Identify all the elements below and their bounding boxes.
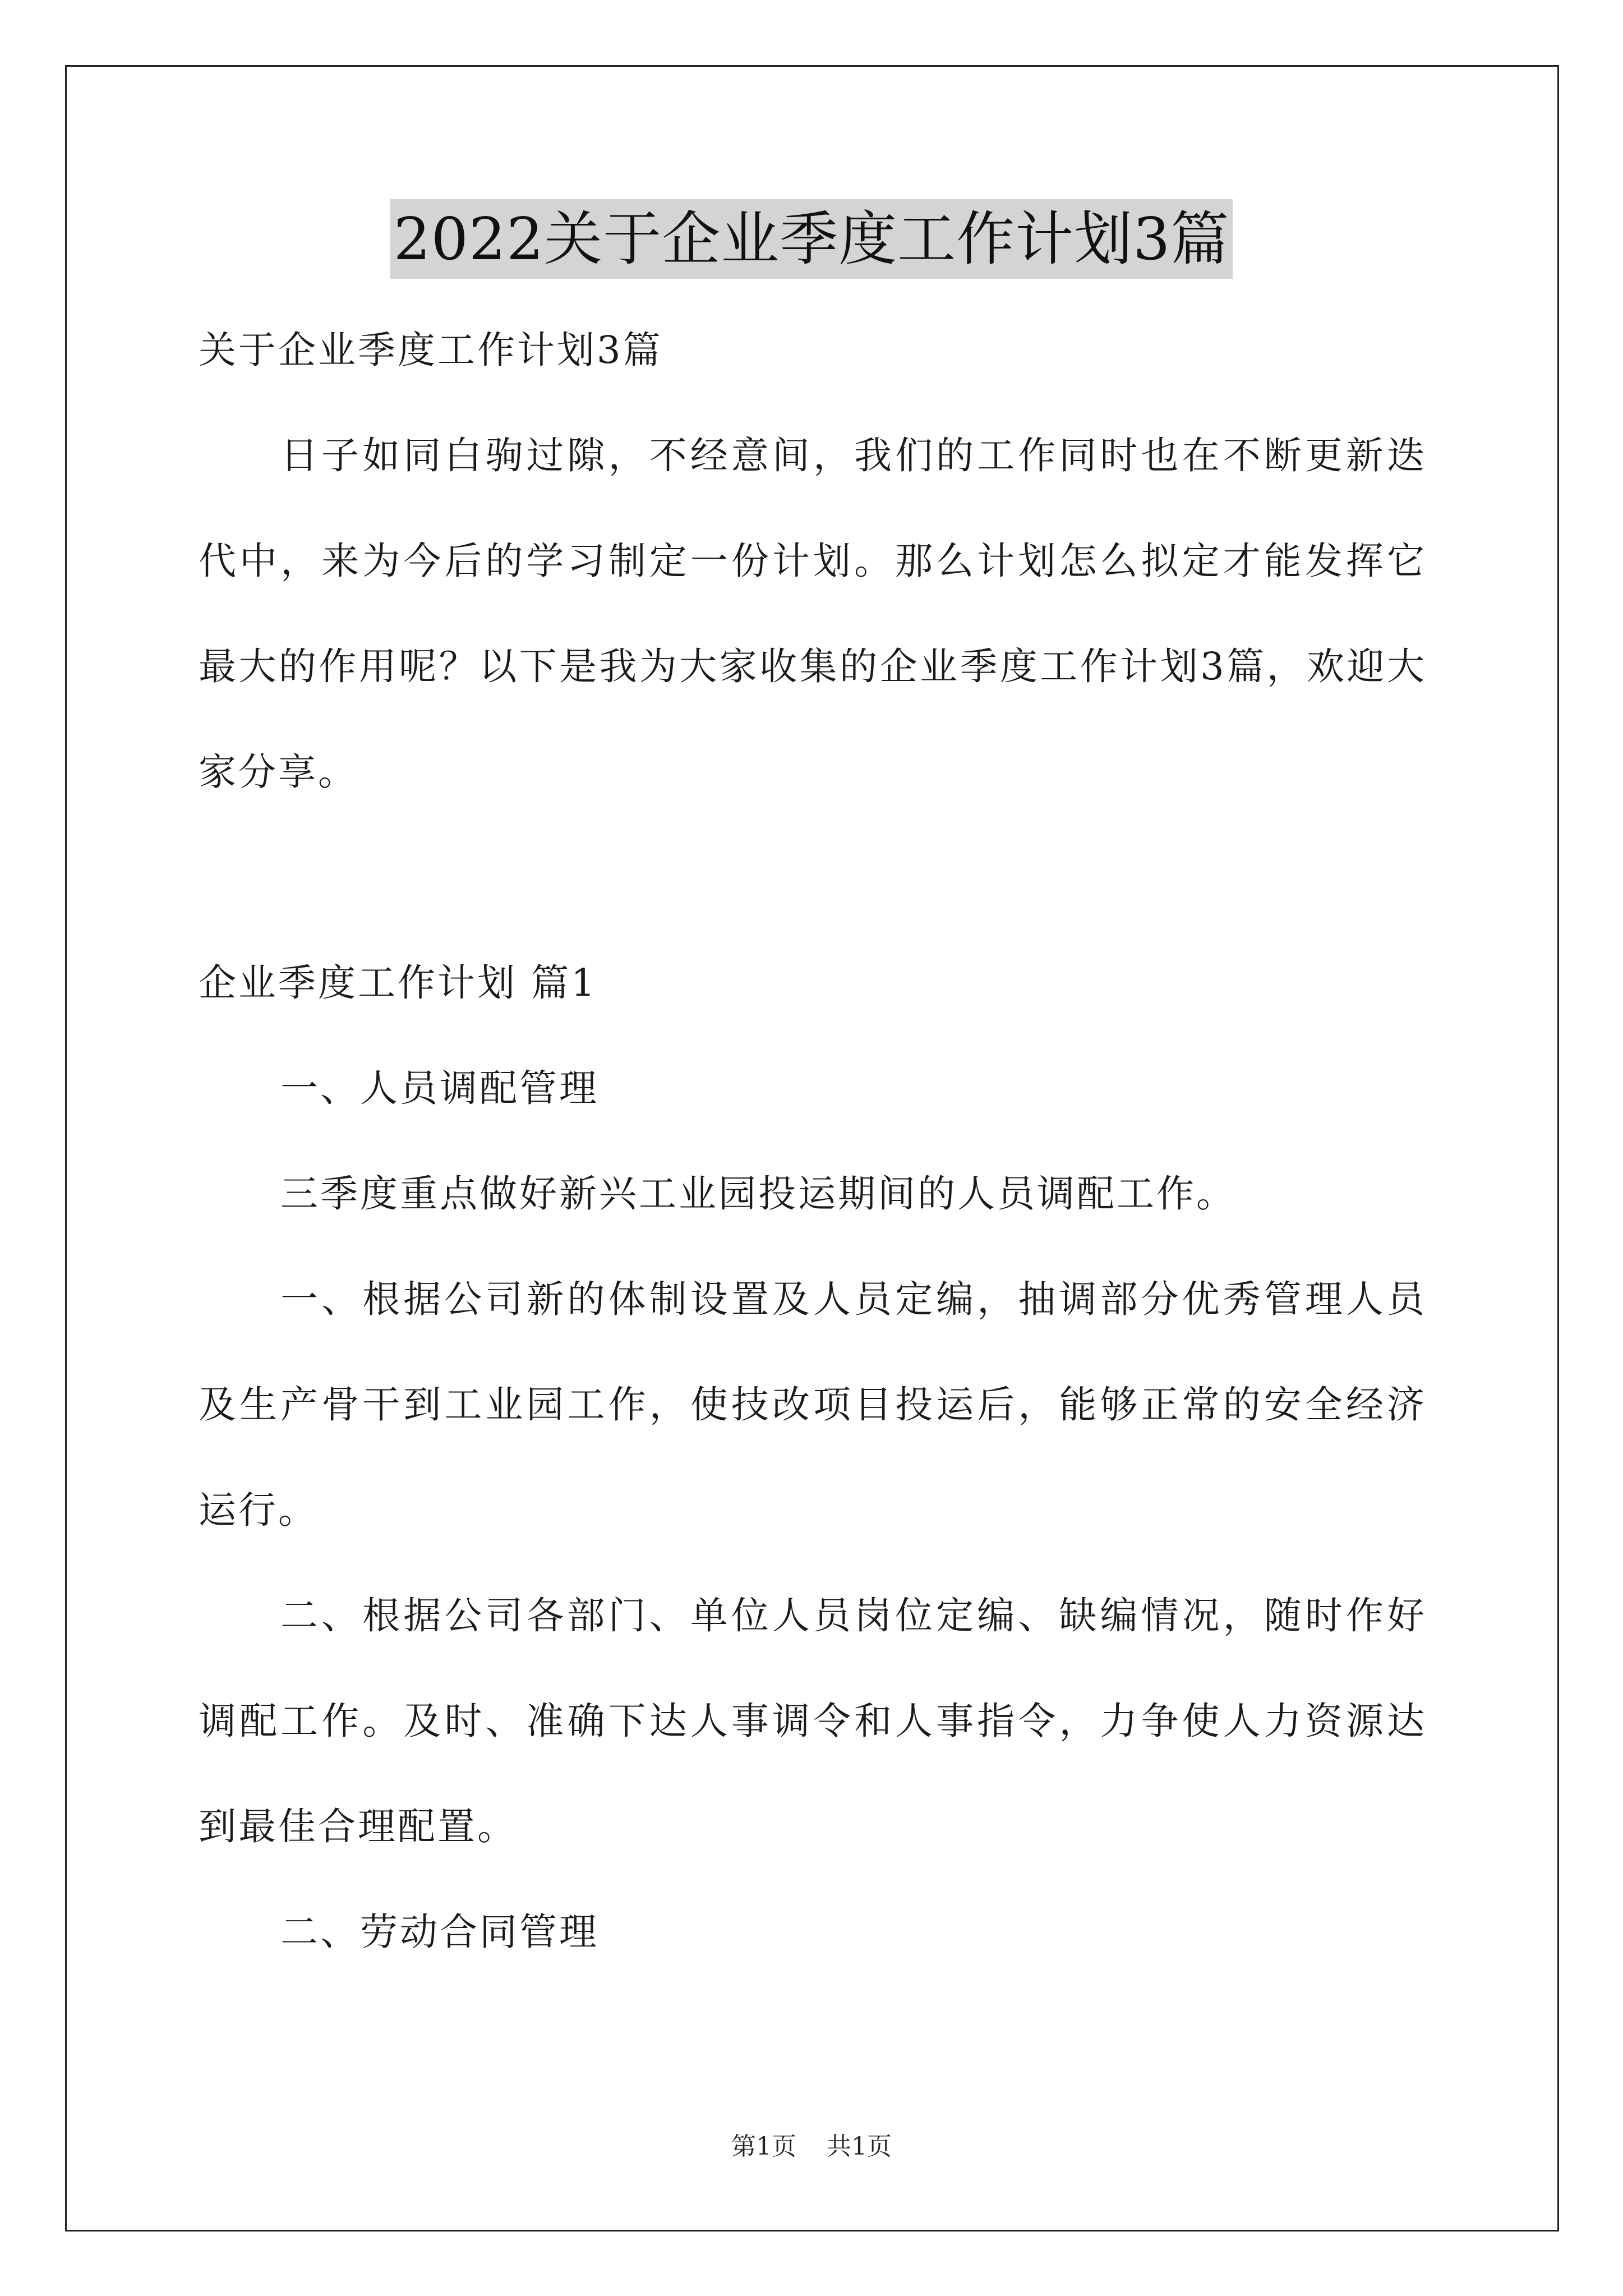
document-body [199, 297, 1427, 1985]
document-title: 2022关于企业季度工作计划3篇 [390, 199, 1233, 279]
page-number: 第1页 [731, 2132, 796, 2161]
section-heading: 企业季度工作计划 篇1 [199, 961, 597, 1005]
page-footer [0, 2126, 1623, 2162]
item-heading: 二、劳动合同管理 [280, 1910, 599, 1954]
item-heading: 一、人员调配管理 [280, 1066, 599, 1110]
item-point: 二、根据公司各部门、单位人员岗位定编、缺编情况，随时作好调配工作。及时、准确下达人事调令和人事指令，力争使人力资源达到最佳合理配置。 [199, 1594, 1427, 1848]
subtitle: 关于企业季度工作计划3篇 [199, 328, 663, 372]
page-total: 共1页 [827, 2132, 892, 2161]
item-summary: 三季度重点做好新兴工业园投运期间的人员调配工作。 [280, 1172, 1236, 1216]
item-point: 一、根据公司新的体制设置及人员定编，抽调部分优秀管理人员及生产骨干到工业园工作，使技改项目投运后，能够正常的安全经济运行。 [199, 1277, 1427, 1532]
intro-paragraph: 日子如同白驹过隙，不经意间，我们的工作同时也在不断更新迭代中，来为今后的学习制定一份计划。那么计划怎么拟定才能发挥它最大的作用呢？以下是我为大家收集的企业季度工作计划3篇，欢迎大家分享。 [199, 434, 1427, 794]
title-container [0, 199, 1623, 279]
